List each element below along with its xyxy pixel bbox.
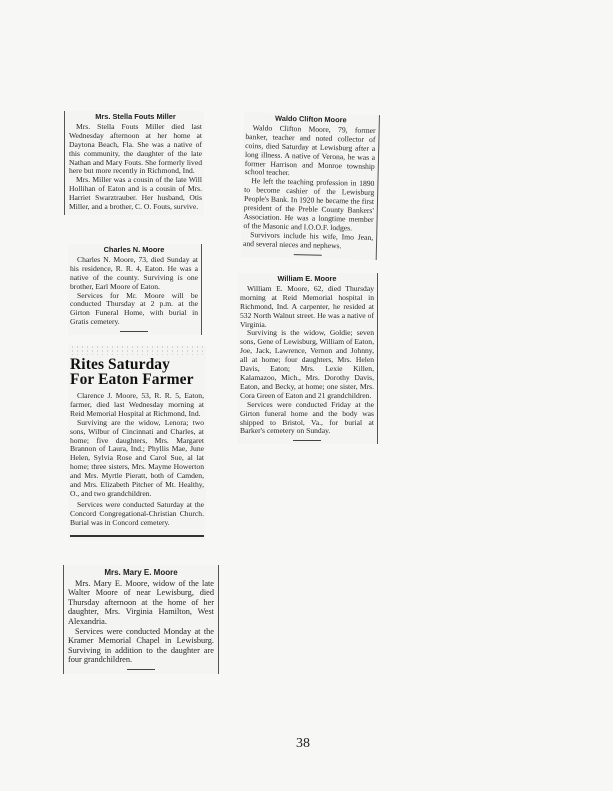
obituary-paragraph: William E. Moore, 62, died Thursday morning at Reid Memorial hospital in Richmond, Ind. A carpenter, he resided at 532 North Walnut street. He was a native of Virginia. (240, 283, 374, 329)
obituary-heading: Waldo Clifton Moore (274, 113, 347, 125)
obituary-paragraph: Clarence J. Moore, 53, R. R. 5, Eaton, farmer, died last Wednesday morning at Reid Memorial Hospital at Richmond, Ind. (70, 391, 204, 418)
obituary-heading: Mrs. Stella Fouts Miller (95, 112, 176, 121)
obituary-paragraph: Surviving are the widow, Lenora; two sons, Wilbur of Cincinnati and Charles, at home; five daughters, Mrs. Margaret Brannon of Laura, Ind.; Phyllis Mae, June Helen, Sylvia Rose and Carol Sue, al lat home; three sisters, Mrs. Mayme Howerton and Mrs. Myrtle Pieratt, both of Camden, and Mrs. Elizabeth Pitcher of Mt. Healthy, O., and two grandchildren. (70, 417, 204, 498)
obituary-paragraph: Services were conducted Saturday at the Concord Congregational-Christian Church. Burial was in Concord cemetery. (70, 499, 204, 527)
divider-rule (70, 535, 204, 537)
obituary-paragraph: Waldo Clifton Moore, 79, former banker, teacher and noted collector of coins, died Saturday at Lewisburg after a long illness. A native of Verona, he was a former Harrison and Monroe township school teacher. (244, 123, 376, 178)
obituary-heading: Mrs. Mary E. Moore (104, 568, 178, 577)
print-speckle (70, 345, 204, 355)
clipping-mary-e-moore (63, 565, 219, 674)
obituary-paragraph: He left the teaching profession in 1890 to become cashier of the Lewisburg People's Bank. In 1920 he became the first president of the Preble County Bankers' Association. He was a longtime member of the Masonic and I.O.O.F. lodges. (243, 176, 375, 233)
obituary-paragraph: Survivors include his wife, Imo Jean, and several nieces and nephews. (242, 229, 374, 250)
obituary-paragraph: Services were conducted Friday at the Girton funeral home and the body was shipped to Bristol, Va., for burial at Barker's cemetery on Sunday. (240, 399, 374, 436)
clipping-stella-fouts-miller (64, 111, 204, 215)
clipping-charles-n-moore (68, 244, 202, 335)
divider-rule (293, 440, 321, 441)
divider-rule (120, 331, 148, 332)
obituary-heading: William E. Moore (277, 274, 337, 283)
clipping-clarence-j-moore (68, 345, 206, 540)
clipping-waldo-clifton-moore (241, 112, 380, 260)
obituary-paragraph: Surviving is the widow, Goldie; seven sons, Gene of Lewisburg, William of Eaton, Joe, Jack, Lawrence, Vernon and Johnny, all at home; four daughters, Mrs. Helen Davis, Eaton; Mrs. Lexie Killen, Kalamazoo, Mich., Mrs. Dorothy Davis, Eaton, and Becky, at home; one sister, Mrs. Cora Green of Eaton and 21 grandchildren. (240, 328, 374, 400)
obituary-paragraph: Mrs. Miller was a cousin of the late Will Hollihan of Eaton and is a cousin of Mrs. Harriet Swarztrauber. Her husband, Otis Miller, and a brother, C. O. Fouts, survive. (69, 175, 202, 212)
obituary-paragraph: Services were conducted Monday at the Kramer Memorial Chapel in Lewisburg. Surviving in addition to the daughter are four grandchildren. (68, 626, 214, 665)
divider-rule (294, 254, 322, 256)
clipping-william-e-moore (238, 273, 378, 444)
obituary-paragraph: Services for Mr. Moore will be conducted Thursday at 2 p.m. at the Girton Funeral Home, with burial in Gratis cemetery. (70, 290, 198, 327)
obituary-heading: Charles N. Moore (103, 245, 165, 254)
headline: Rites Saturday For Eaton Farmer (70, 356, 194, 388)
obituary-paragraph: Mrs. Mary E. Moore, widow of the late Walter Moore of near Lewisburg, died Thursday afternoon at the home of her daughter, Mrs. Virginia Hamilton, West Alexandria. (68, 578, 214, 626)
obituary-paragraph: Mrs. Stella Fouts Miller died last Wednesday afternoon at her home at Daytona Beach, Fla. She was a native of this community, the daughter of the late Nathan and Mary Fouts. She formerly lived here but more recently in Richmond, Ind. (69, 121, 202, 176)
divider-rule (127, 669, 155, 670)
page-number: 38 (296, 736, 310, 751)
obituary-paragraph: Charles N. Moore, 73, died Sunday at his residence, R. R. 4, Eaton. He was a native of the county. Surviving is one brother, Earl Moore of Eaton. (70, 254, 198, 291)
